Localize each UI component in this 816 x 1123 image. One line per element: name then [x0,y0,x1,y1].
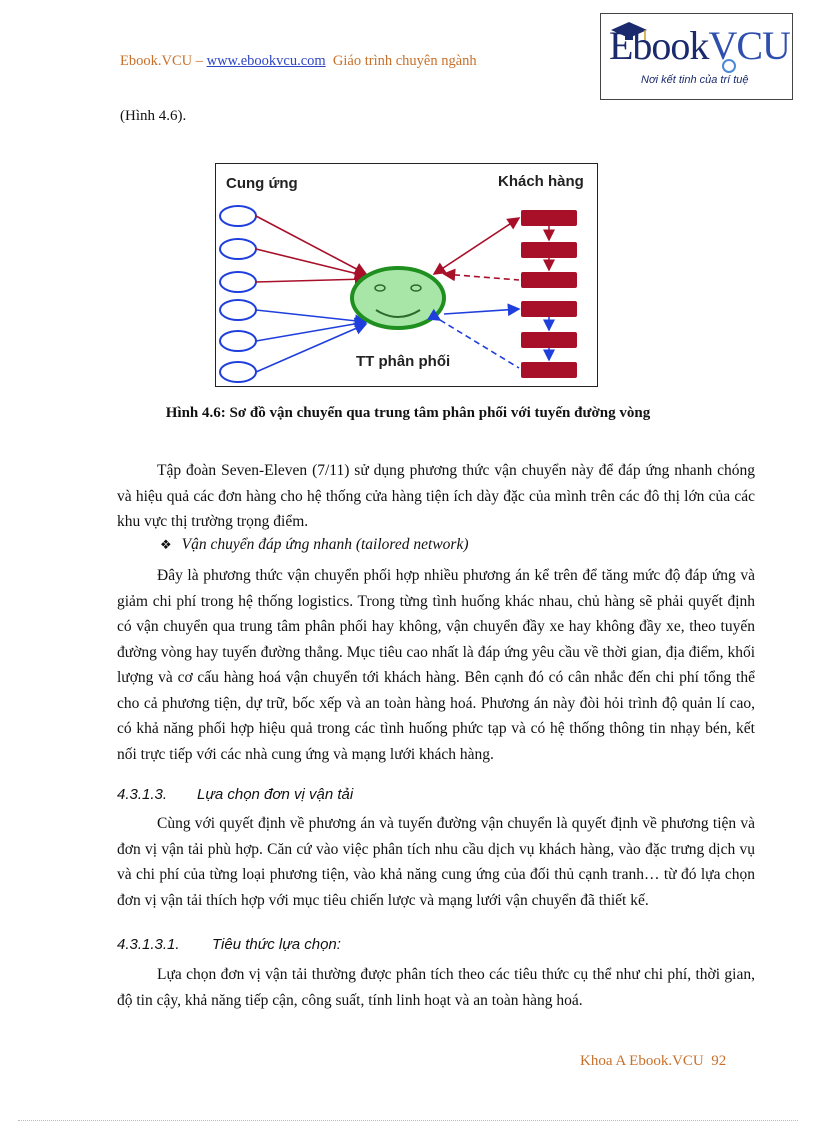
supplier-node [220,331,256,351]
bullet-text: Vận chuyển đáp ứng nhanh (tailored network) [181,536,469,553]
diamond-bullet-icon: ❖ [160,537,172,552]
paragraph-tailored-network: Đây là phương thức vận chuyển phối hợp nhiều phương án kể trên để tăng mức độ đáp ứng và giảm chi phí trong hệ thống logistics. Trong từng tình huống khác nhau, chủ hàng sẽ phải quyết định có vận chuyển qua trung tâm phân phối hay không, vận chuyển đầy xe hay không đầy xe, theo tuyến đường vòng hay tuyến đường thẳng. Mục tiêu cao nhất là đáp ứng yêu cầu về thời gian, địa điểm, khối lượng và cơ cấu hàng hoá vận chuyển tới khách hàng. Bên cạnh đó có cân nhắc đến chi phí tổng thể cho cả phương tiện, dự trữ, bốc xếp và an toàn hàng hoá. Phương án này đòi hỏi trình độ quản lí cao, có khả năng phối hợp hiệu quả trong các tình huống phức tạp và có hệ thống thông tin nhạy bén, kết nối trực tiếp với các nhà cung ứng và mạng lưới khách hàng. [117,567,755,763]
header-url-link[interactable]: www.ebookvcu.com [206,53,326,69]
footer-divider [18,1120,798,1121]
supply-arrows [256,216,366,372]
center-to-customer-arrows [434,218,519,368]
customer-node [521,210,577,226]
supplier-node [220,206,256,226]
logo-word: EbookVCU [609,23,790,68]
paragraph-criteria: Lựa chọn đơn vị vận tải thường được phân tích theo các tiêu thức cụ thể như chi phí, thời gian, độ tin cậy, khả năng tiếp cận, công suất, tính linh hoạt và an toàn hàng hoá. [117,966,755,1009]
page-footer: Khoa A Ebook.VCU 92 [580,1053,727,1069]
supplier-node [220,239,256,259]
distribution-center-node [352,268,444,328]
supply-label: Cung ứng [226,175,298,192]
customer-node [521,332,577,348]
section-heading-4-3-1-3-1: 4.3.1.3.1. Tiêu thức lựa chọn: [117,936,341,953]
customer-node [521,242,577,258]
distribution-diagram [215,163,598,387]
bullet-heading [160,536,468,554]
section-heading-4-3-1-3: 4.3.1.3. Lựa chọn đơn vị vận tải [117,786,354,803]
supplier-node [220,362,256,382]
center-label: TT phân phối [356,353,451,370]
customer-label: Khách hàng [498,173,584,190]
header-brand: Ebook.VCU – [120,53,203,69]
figure-caption: Hình 4.6: Sơ đồ vận chuyển qua trung tâm phân phối với tuyến đường vòng [165,405,651,421]
figure-reference: (Hình 4.6). [120,108,187,124]
customer-node [521,301,577,317]
customer-node [521,362,577,378]
page-header [120,53,477,70]
logo-tagline: Nơi kết tinh của trí tuệ [641,74,749,86]
paragraph-seven-eleven: Tập đoàn Seven-Eleven (7/11) sử dụng phương thức vận chuyển này để đáp ứng nhanh chóng và hiệu quả các đơn hàng cho hệ thống cửa hàng tiện ích dày đặc của mình trên các đô thị lớn của các khu vực thị trường trọng điểm. [117,462,755,530]
page-number: 92 [711,1053,727,1069]
customer-node [521,272,577,288]
ebook-vcu-logo [600,13,793,100]
supplier-node [220,300,256,320]
header-subtitle: Giáo trình chuyên ngành [332,53,477,69]
supplier-node [220,272,256,292]
supply-nodes [220,206,256,382]
paragraph-carrier-selection: Cùng với quyết định về phương án và tuyến đường vận chuyển là quyết định về phương tiện và đơn vị vận tải phù hợp. Căn cứ vào việc phân tích nhu cầu dịch vụ khách hàng, vào đặc trưng dịch vụ và chi phí của từng loại phương tiện, vào khả năng cung ứng của đối thủ cạnh tranh… từ đó lựa chọn đơn vị vận tải thích hợp với mục tiêu chiến lược và mạng lưới vận chuyển đã thiết kế. [117,815,755,909]
